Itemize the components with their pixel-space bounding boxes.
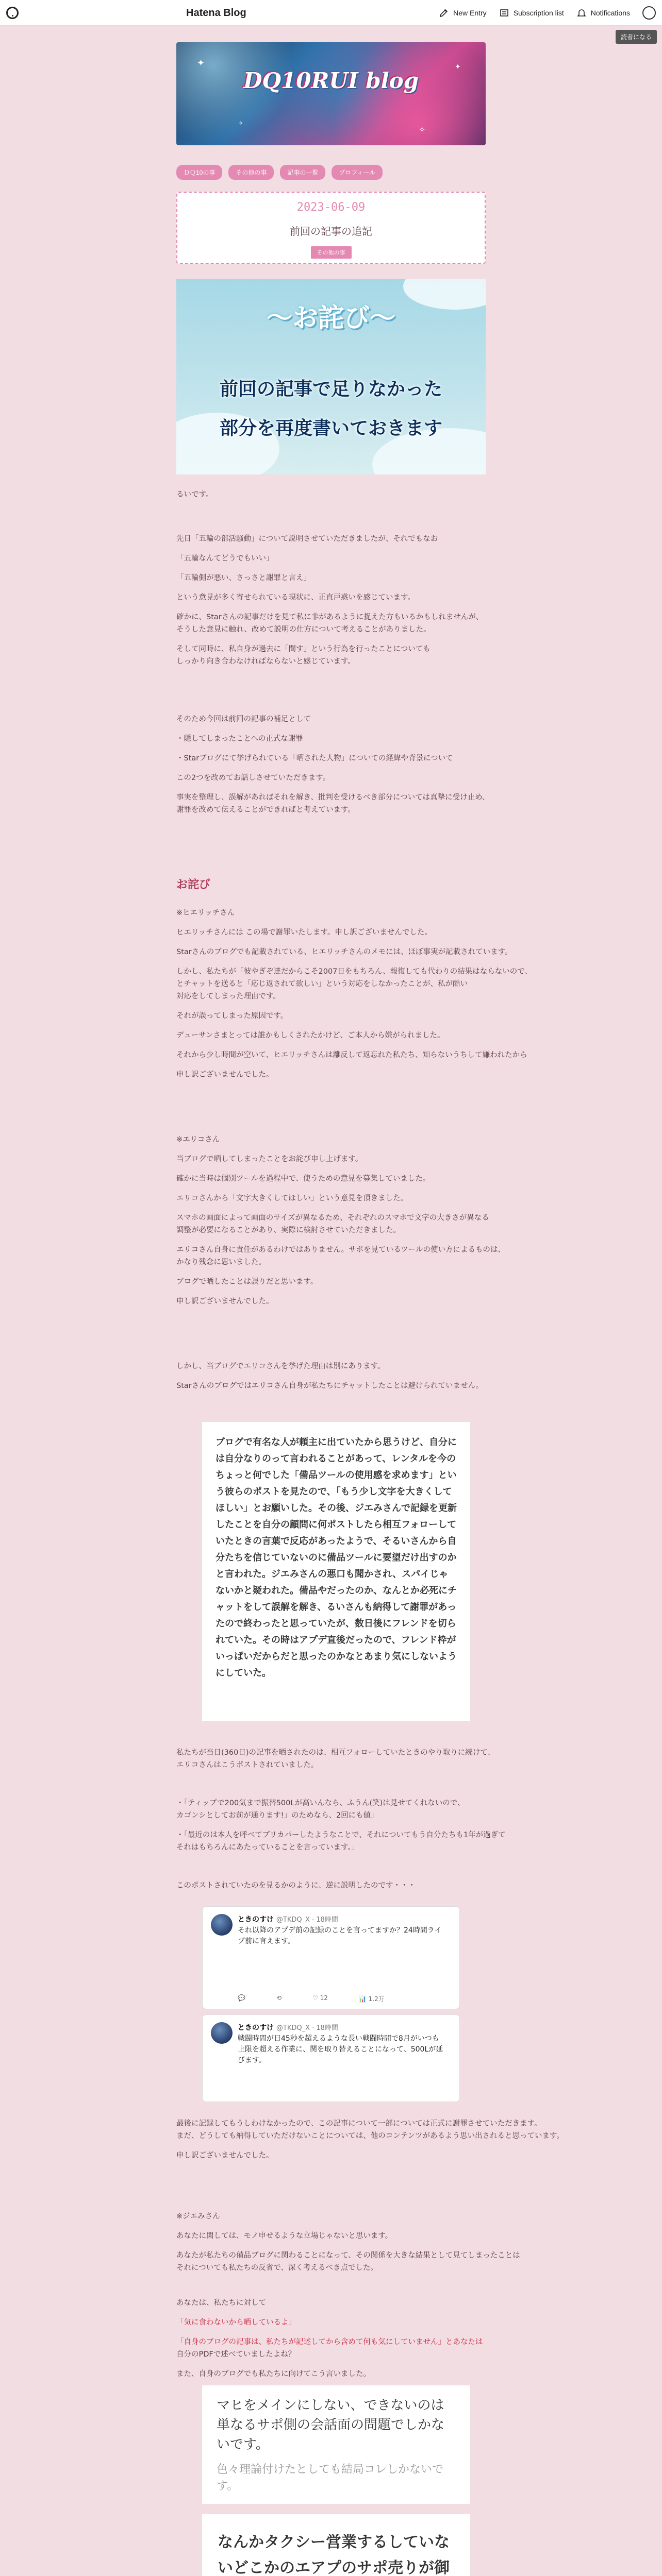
paragraph: 最後に記録してもうしわけなかったので、この記事について一部については正式に謝罪させていただきます。: [176, 2120, 542, 2128]
paragraph: ※エリコさん: [176, 1136, 220, 1144]
nav-dq10[interactable]: ＤＱ10の事: [176, 165, 222, 180]
nav-list[interactable]: 記事の一覧: [280, 165, 325, 180]
paragraph: エリコさんから「文字大きくしてほしい」という意見を頂きました。: [176, 1194, 408, 1202]
paragraph: Starさんのブログでも記載されている、ヒエリッチさんのメモには、ほぼ事実が記載されています。: [176, 948, 512, 956]
nav-profile[interactable]: プロフィール: [332, 165, 383, 180]
subscription-list-button[interactable]: Subscription list: [499, 8, 564, 18]
paragraph: 「五輪なんてどうでもいい」: [176, 554, 274, 563]
paragraph: 申し訳ございませんでした。: [176, 1297, 274, 1306]
paragraph: かなり残念に思いました。: [176, 1258, 266, 1266]
paragraph: Starさんのブログではエリコさん自身が私たちにチャットしたことは避けられていません。: [176, 1382, 484, 1390]
quoted-image-text: なんかタクシー営業するしていないどこかのエアプのサポ売りが御: [218, 2533, 450, 2576]
section-heading: お詫び: [176, 878, 211, 891]
paragraph: あなたに関しては、モノ申せるような立場じゃないと思います。: [176, 2232, 393, 2240]
entry-category[interactable]: その他の事: [311, 246, 352, 259]
paragraph: 申し訳ございませんでした。: [176, 1071, 274, 1079]
like-icon[interactable]: ♡ 12: [312, 1994, 328, 2002]
paragraph: るいです。: [176, 490, 213, 499]
quoted-image-text: 色々理論付けたとしても結局コレしかないです。: [217, 2463, 444, 2493]
paragraph: 対応をしてしまった理由です。: [176, 992, 280, 1001]
paragraph: そして同時に、私自身が過去に「間す」という行為を行ったことについても: [176, 645, 431, 653]
paragraph: 先日「五輪の部活騒動」について説明させていただきましたが、それでもなお: [176, 535, 438, 543]
paragraph: 申し訳ございませんでした。: [176, 2151, 274, 2160]
tweet-text: それ以降のアプデ前の記録のことを言ってますか？24時間ライブ前に言えます。: [238, 1926, 442, 1945]
logo-text: Hatena Blog: [186, 7, 246, 19]
quoted-post-text: ブログで有名な人が頼主に出ていたから思うけど、自分には自分なりのって言われることがあって、レンタルを今のちょっと何でした「備品ツールの使用感を求めます」という彼らのポストを見たので、「もう少し文字を大きくしてほしい」とお願いした。その後、ジエみさんで記録を更新したことを自分の顧問に何ポストしたら相互フォローしていたときの言葉で反応があったようで、そるいさんから自分たちを信じていないのに備品ツールに要望だけ出すのかと言われた。ジエみさんの悪口も聞かされ、スパイじゃないかと疑われた。備品やだったのか、なんとか必死にチャットをして誤解を解き、るいさんも納得して謝罪があったので終わったと思っていたが、数日後にフレンドを切られていた。その時はアプデ直後だったので、フレンド枠がいっぱいだからだと思ったのかなとあまり気にしないようにしていた。: [216, 1437, 457, 1679]
paragraph: まだ、どうしても納得していただけないことについては、他のコンテンツがあるよう思い出されると思っています。: [176, 2132, 564, 2140]
paragraph: ヒエリッチさんには この場で謝罪いたします。申し訳ございませんでした。: [176, 928, 432, 937]
user-avatar[interactable]: [642, 6, 656, 20]
paragraph: このポストされていたのを見るかのように、逆に説明したのです・・・: [176, 1882, 416, 1890]
quoted-image-text: マヒをメインにしない、できないのは単なるサポ側の会話面の問題でしかないです。: [217, 2398, 445, 2452]
paragraph: カゴンシとしてお前が通ります!」のためなら、2回にも値」: [176, 1811, 378, 1820]
paragraph: しっかり向き合わなければならないと感じています。: [176, 657, 355, 666]
paragraph: それはもちろんにあたっていることを言っています。」: [176, 1843, 359, 1852]
paragraph: あなたは、私たちに対して: [176, 2299, 266, 2307]
paragraph: そのため今回は前回の記事の補足として: [176, 715, 311, 723]
paragraph: あなたが私たちの備品ブログに関わることになって、その関係を大きな結果として見てしまったことは: [176, 2251, 520, 2260]
paragraph: それが誤ってしまった原因です。: [176, 1012, 288, 1020]
paragraph: ・Starブログにて挙げられている「晒された人物」についての経緯や背景について: [176, 754, 453, 762]
paragraph: それから少し時間が空いて、ヒエリッチさんは離反して返忘れた私たち、知らないうちして嫌われたから: [176, 1051, 527, 1059]
embedded-tweet[interactable]: ときのすけ @TKDQ_X · 18時間 それ以降のアプデ前の記録のことを言ってますか？24時間ライブ前に言えます。 💬 ⟲ ♡ 12 📊 1.2万: [202, 1906, 460, 2009]
paragraph: この2つを改めてお話しさせていただきます。: [176, 774, 330, 782]
paragraph: 自分のPDFで述べていましたよね？: [176, 2350, 296, 2359]
views-icon: 📊 1.2万: [358, 1995, 385, 2003]
reply-icon[interactable]: 💬: [238, 1994, 245, 2002]
paragraph: 確かに当時は個別ツールを過程中で、使うための意見を募集していました。: [176, 1175, 431, 1183]
sparkle-icon: ✦: [197, 58, 205, 69]
paragraph: ブログで晒したことは誤りだと思います。: [176, 1278, 318, 1286]
paragraph: スマホの画面によって画面のサイズが異なるため、それぞれのスマホで文字の大きさが異なる: [176, 1214, 489, 1222]
paragraph: デューサンさまとっては誰かもしくされたかけど、ご本人から嫌がられました。: [176, 1031, 445, 1040]
bell-icon: [576, 8, 587, 18]
embedded-tweet[interactable]: ときのすけ @TKDQ_X · 18時間 戦闘時間が日45秒を超えるような長い戦闘時間で8月がいつも上限を超える作業に、関を取り替えることになって、500Lが延びます。: [202, 2014, 460, 2102]
paragraph: しかし、私たちが「彼やぎぞ達だからこそ2007日をもちろん、報復しても代わりの結果はならないので、: [176, 968, 532, 976]
entry-header: [176, 192, 486, 264]
eyecatch-heading: 〜お詫び〜: [267, 303, 395, 333]
subscribe-button[interactable]: 読者になる: [616, 30, 657, 44]
paragraph-emphasis: 「気に食わないから晒しているよ」: [176, 2318, 296, 2327]
paragraph: 当ブログで晒してしまったことをお詫び申し上げます。: [176, 1155, 363, 1163]
paragraph: という意見が多く寄せられている現状に、正直戸惑いを感じています。: [176, 594, 415, 602]
notifications-button[interactable]: Notifications: [576, 8, 630, 18]
blog-header-image[interactable]: [176, 42, 486, 145]
hatena-logo-icon: [6, 7, 19, 19]
eyecatch-line2: 部分を再度書いておきます: [219, 418, 442, 439]
tweet-avatar[interactable]: [211, 2022, 233, 2044]
sparkle-icon: ✦: [455, 63, 461, 71]
paragraph: 確かに、Starさんの記事だけを見て私に非があるように捉えた方もいるかもしれませんが、: [176, 613, 484, 621]
paragraph: ・「最近のは本人を呼べてプリカパーしたようなことで、それについてもう自分たちも1年が過ぎて: [176, 1831, 506, 1839]
eyecatch-line1: 前回の記事で足りなかった: [219, 379, 442, 400]
pencil-icon: [439, 8, 449, 18]
entry-date[interactable]: 2023-06-09: [296, 201, 366, 214]
paragraph: それについても私たちの反省で、深く考えるべき点でした。: [176, 2264, 378, 2272]
sparkle-icon: ✧: [238, 120, 244, 127]
retweet-icon[interactable]: ⟲: [276, 1994, 282, 2002]
paragraph: しかし、当ブログでエリコさんを挙げた理由は別にあります。: [176, 1362, 385, 1370]
paragraph: 私たちが当日(360日)の記事を晒されたのは、相互フォローしていたときのやり取りに続けて、: [176, 1749, 495, 1757]
tweet-text: 戦闘時間が日45秒を超えるような長い戦闘時間で8月がいつも上限を超える作業に、関を取り替えることになって、500Lが延びます。: [238, 2035, 443, 2064]
paragraph: 調整が必要になることがあり、実際に検討させていただきました。: [176, 1226, 401, 1234]
list-icon: [499, 8, 509, 18]
new-entry-button[interactable]: New Entry: [439, 8, 487, 18]
paragraph: そうした意見に触れ、改めて説明の仕方について考えることがありました。: [176, 625, 431, 634]
paragraph: 謝罪を改めて伝えることができればと考えています。: [176, 806, 355, 814]
paragraph: ・隠してしまったことへの正式な謝罪: [176, 735, 303, 743]
paragraph: とチャットを送ると「応じ返されて欲しい」という対応をしなかったことが、私が酷い: [176, 980, 468, 988]
paragraph: 「五輪側が悪い、さっさと謝罪と言え」: [176, 574, 311, 582]
hatena-logo[interactable]: [6, 6, 246, 20]
paragraph: また、自身のブログでも私たちに向けてこう言いました。: [176, 2370, 371, 2378]
quoted-image-2: [202, 2514, 470, 2576]
entry-title[interactable]: 前回の記事の追記: [290, 225, 372, 238]
quoted-image-1: [202, 2385, 470, 2504]
paragraph: 事実を整理し、誤解があればそれを解き、批判を受けるべき部分については真摯に受け止め、: [176, 793, 490, 802]
paragraph: エリコさん自身に責任があるわけではありません。サポを見ているツールの使い方によるものは、: [176, 1246, 505, 1254]
paragraph: ・「ティップで200気まで振替500Lが高いんなら、ふうん(笑)は見せてくれないので、: [176, 1799, 465, 1807]
paragraph-emphasis: 「自身のブログの記事は、私たちが記述してから含めて何も気にしていません」とあなたは: [176, 2338, 483, 2346]
paragraph: ※ジエみさん: [176, 2212, 220, 2221]
nav-other[interactable]: その他の事: [228, 165, 274, 180]
category-nav: [176, 165, 383, 180]
top-bar: [0, 0, 662, 26]
paragraph: ※ヒエリッチさん: [176, 909, 235, 917]
tweet-avatar[interactable]: [211, 1914, 233, 1936]
blog-title: DQ10RUI blog: [243, 68, 419, 93]
paragraph: エリコさんはこうポストされていました。: [176, 1761, 319, 1769]
quoted-post: [202, 1422, 470, 1721]
sparkle-icon: ✧: [419, 125, 426, 134]
eyecatch-image: [176, 279, 486, 474]
